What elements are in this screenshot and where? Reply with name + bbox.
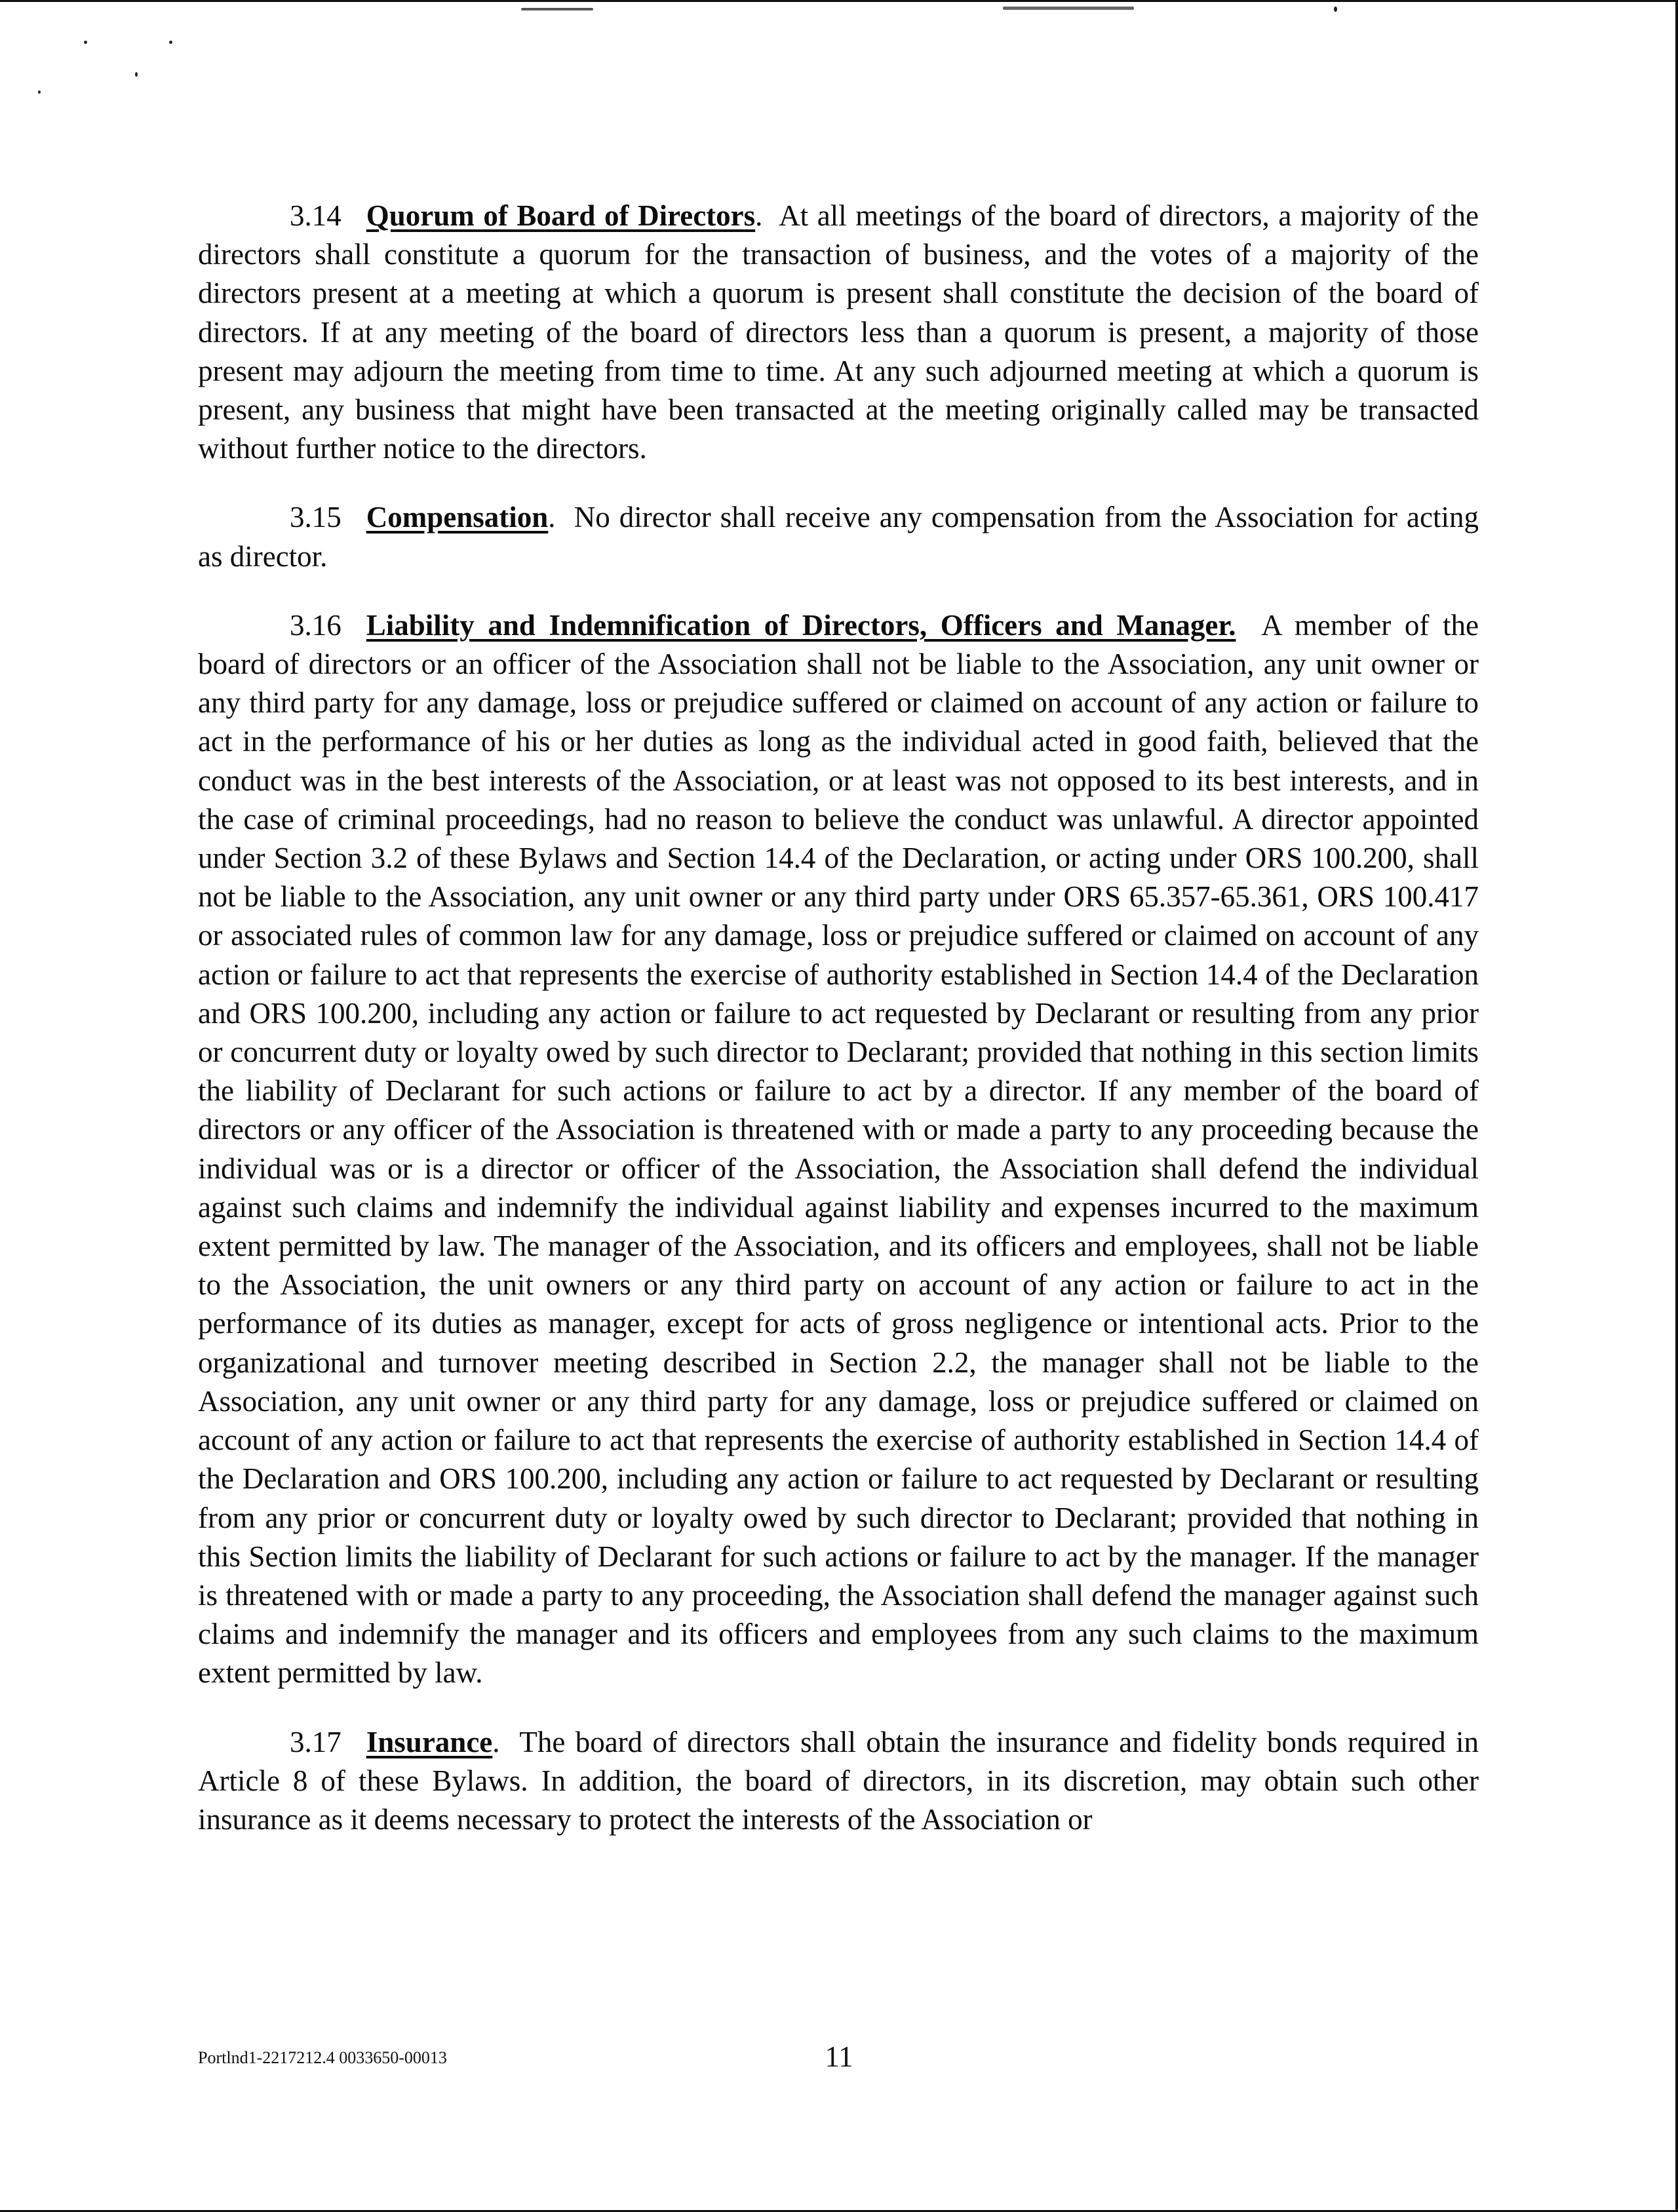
section-heading: Insurance [366,1725,493,1758]
section-text: The board of directors shall obtain the insurance and fidelity bonds required in Article 8 of these Bylaws. In addition, the board of directors, in its discretion, may obtain such other insurance as it deems necessary to protect the interests of the Association or [198,1725,1479,1836]
section-text: At all meetings of the board of directors, a majority of the directors shall constitute a quorum for the transaction of business, and the votes of a majority of the directors present at a meeting at which a quorum is present shall constitute the decision of the board of directors. If at any meeting of the board of directors less than a quorum is present, a majority of those present may adjourn the meeting from time to time. At any such adjourned meeting at which a quorum is present, any business that might have been transacted at the meeting originally called may be transacted without further notice to the directors. [198,199,1479,465]
section-text: A member of the board of directors or an officer of the Association shall not be liable to the Association, any unit owner or any third party for any damage, loss or prejudice suffered or claimed on account of any action or failure to act in the performance of his or her duties as long as the individual acted in good faith, believed that the conduct was in the best interests of the Association, or at least was not opposed to its best interests, and in the case of criminal proceedings, had no reason to believe the conduct was unlawful. A director appointed under Section 3.2 of these Bylaws and Section 14.4 of the Declaration, or acting under ORS 100.200, shall not be liable to the Association, any unit owner or any third party under ORS 65.357-65.361, ORS 100.417 or associated rules of common law for any damage, loss or prejudice suffered or claimed on account of any action or failure to act that represents the exercise of authority established in Section 14.4 of the Declaration and ORS 100.200, including any action or failure to act requested by Declarant or resulting from any prior or concurrent duty or loyalty owed by such director to Declarant; provided that nothing in this section limits the liability of Declarant for such actions or failure to act by a director. If any member of the board of directors or any officer of the Association is threatened with or made a party to any proceeding because the individual was or is a director or officer of the Association, the Association shall defend the individual against such claims and indemnify the individual against liability and expenses incurred to the maximum extent permitted by law. The manager of the Association, and its officers and employees, shall not be liable to the Association, the unit owners or any third party on account of any action or failure to act in the performance of its duties as manager, except for acts of gross negligence or intentional acts. Prior to the organizational and turnover meeting described in Section 2.2, the manager shall not be liable to the Association, any unit owner or any third party for any damage, loss or prejudice suffered or claimed on account of any action or failure to act that represents the exercise of authority established in Section 14.4 of the Declaration and ORS 100.200, including any action or failure to act requested by Declarant or resulting from any prior or concurrent duty or loyalty owed by such director to Declarant; provided that nothing in this Section limits the liability of Declarant for such actions or failure to act by the manager. If the manager is threatened with or made a party to any proceeding, the Association shall defend the manager against such claims and indemnify the manager and its officers and employees from any such claims to the maximum extent permitted by law. [198,608,1479,1690]
section-heading: Liability and Indemnification of Directors, Officers and Manager. [366,608,1236,642]
scan-speck [135,72,138,77]
scan-artifact-top [521,8,593,10]
page-number: 11 [825,2040,853,2073]
scan-speck [169,41,172,44]
section-heading: Quorum of Board of Directors [366,199,756,232]
section-number: 3.14 [290,199,341,232]
section-3-17 [198,1723,1479,1840]
section-3-14 [198,197,1479,468]
section-number: 3.16 [290,608,341,642]
heading-punctuation: . [755,199,763,232]
section-3-16 [198,606,1479,1693]
section-heading: Compensation [366,501,549,534]
footer-document-id: Portlnd1-2217212.4 0033650-00013 [198,2048,447,2067]
section-number: 3.17 [290,1725,341,1758]
scan-artifact-top [1003,7,1134,10]
document-body [198,197,1479,1869]
section-number: 3.15 [290,501,341,534]
scan-speck [84,41,87,44]
section-text: No director shall receive any compensation from the Association for acting as director. [198,501,1479,573]
heading-punctuation: . [492,1725,500,1758]
scan-edge-top [0,0,1678,2]
scan-speck [1334,7,1337,12]
heading-punctuation: . [548,501,556,534]
scan-speck [38,90,41,94]
section-3-15 [198,498,1479,575]
scan-edge-right [1675,0,1678,2212]
